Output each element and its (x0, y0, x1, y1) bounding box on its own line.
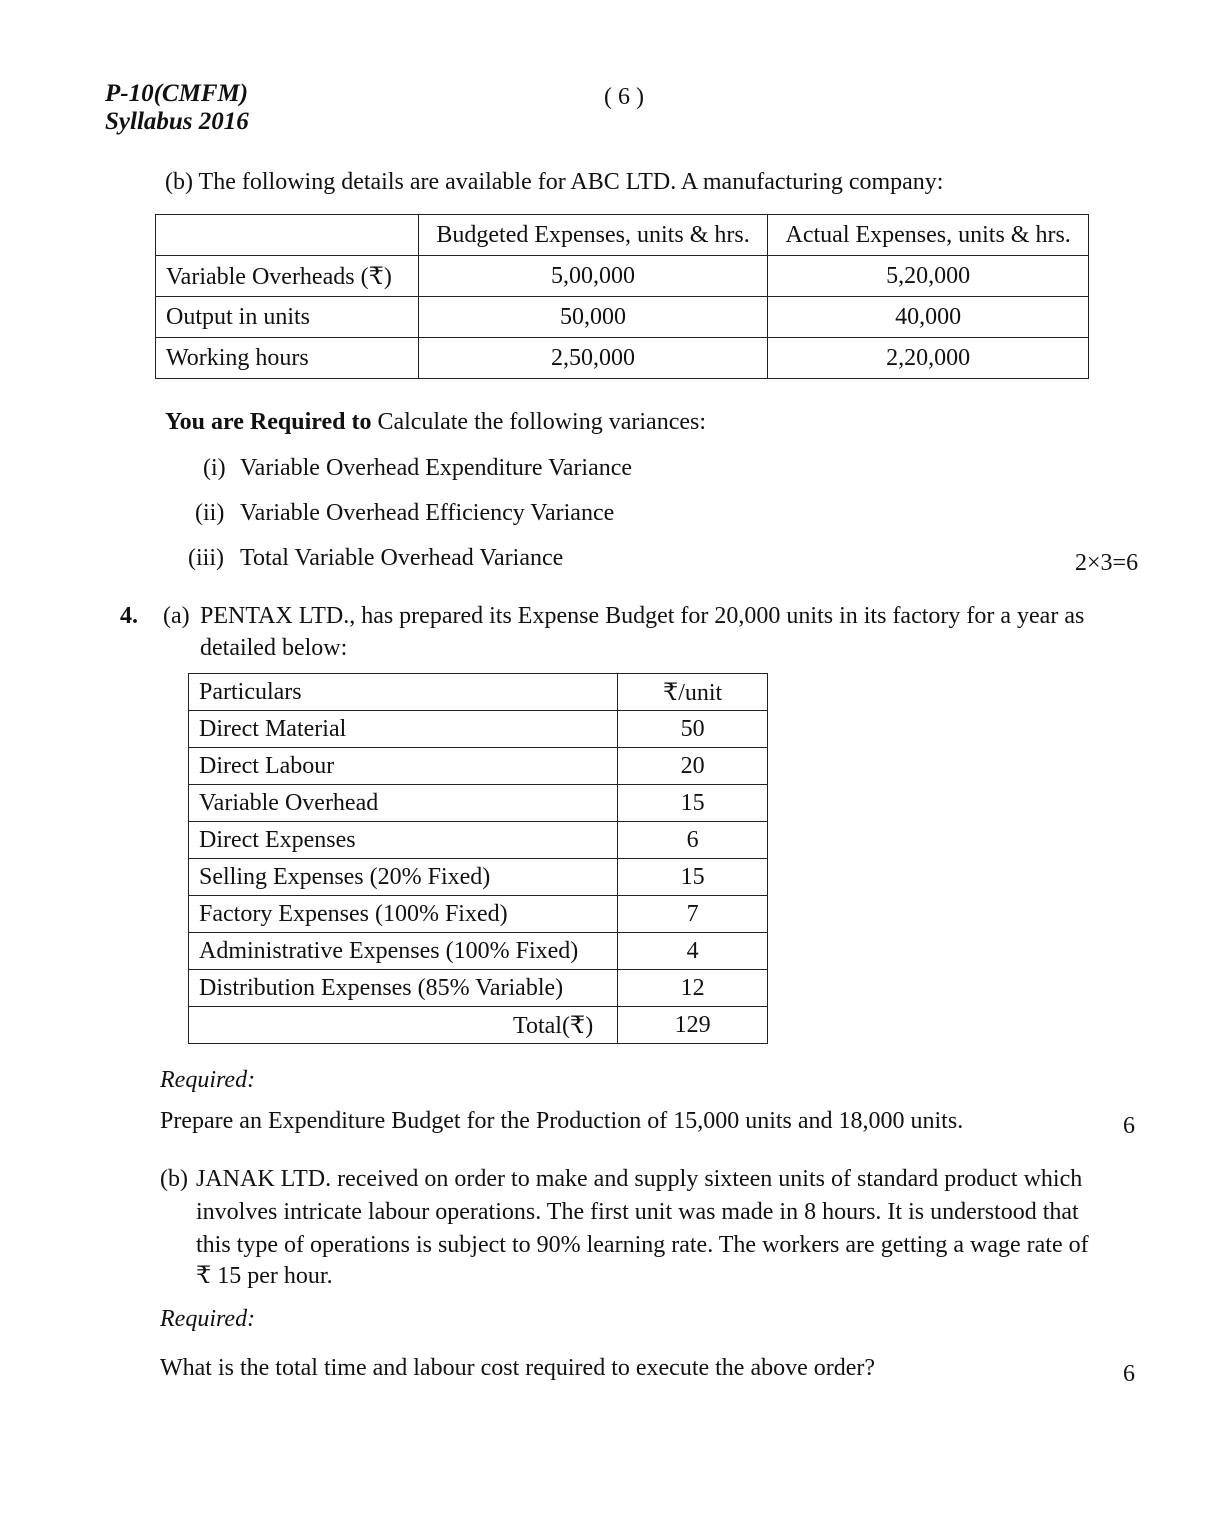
required-bold: You are Required to (165, 409, 372, 435)
table-cell: 2,20,000 (768, 338, 1089, 379)
table-row (189, 859, 768, 896)
table-cell: 50,000 (418, 297, 768, 338)
table-row (156, 256, 1089, 297)
page-number: ( 6 ) (604, 84, 644, 110)
table-row (189, 933, 768, 970)
q4b-line: JANAK LTD. received on order to make and supply sixteen units of standard product which (196, 1166, 1083, 1192)
q4a-required-text: Prepare an Expenditure Budget for the Production of 15,000 units and 18,000 units. (160, 1108, 964, 1134)
table-header-row (156, 215, 1089, 256)
table-cell: 2,50,000 (418, 338, 768, 379)
q3b-item-num: (iii) (188, 545, 224, 571)
q3b-intro: (b) The following details are available for ABC LTD. A manufacturing company: (165, 169, 944, 195)
q3b-item-num: (i) (203, 455, 226, 481)
table-row (189, 785, 768, 822)
q4a-required-label: Required: (160, 1067, 256, 1093)
table-header-cell: ₹/unit (618, 674, 768, 711)
table-cell: 15 (618, 785, 768, 822)
q3b-required (165, 406, 706, 438)
table-row (156, 297, 1089, 338)
q4b-required-label: Required: (160, 1306, 256, 1332)
table-cell: Factory Expenses (100% Fixed) (189, 896, 618, 933)
table-cell: Variable Overheads (₹) (156, 256, 419, 297)
table-cell: 12 (618, 970, 768, 1007)
q3b-marks: 2×3=6 (1075, 550, 1139, 576)
q3b-item-text: Variable Overhead Efficiency Variance (240, 500, 615, 526)
table-header-cell: Particulars (189, 674, 618, 711)
table-cell: Working hours (156, 338, 419, 379)
table-row (189, 822, 768, 859)
required-rest: Calculate the following variances: (371, 409, 706, 435)
table-cell: Direct Material (189, 711, 618, 748)
q3b-item-text: Total Variable Overhead Variance (240, 545, 564, 571)
q4b-line: ₹ 15 per hour. (196, 1263, 333, 1289)
total-value: 129 (618, 1007, 768, 1044)
table-cell: 40,000 (768, 297, 1089, 338)
table-header-cell (156, 215, 419, 256)
table-row (189, 748, 768, 785)
syllabus-label: Syllabus 2016 (105, 108, 249, 135)
table-cell: 6 (618, 822, 768, 859)
q4b-label: (b) (160, 1166, 188, 1192)
table-cell: Variable Overhead (189, 785, 618, 822)
q4a-marks: 6 (1123, 1113, 1135, 1139)
q4a-line-2: detailed below: (200, 635, 348, 661)
q4-number: 4. (120, 603, 138, 629)
table-row (189, 711, 768, 748)
table-cell: 5,20,000 (768, 256, 1089, 297)
table-cell: 50 (618, 711, 768, 748)
q4a-line-1: PENTAX LTD., has prepared its Expense Budget for 20,000 units in its factory for a year as (200, 603, 1085, 629)
paper-code: P-10(CMFM) (105, 80, 249, 107)
q4b-required-text: What is the total time and labour cost required to execute the above order? (160, 1355, 876, 1381)
q3b-item-num: (ii) (195, 500, 225, 526)
table-cell: Administrative Expenses (100% Fixed) (189, 933, 618, 970)
table-header-cell: Actual Expenses, units & hrs. (768, 215, 1089, 256)
q4b-line: involves intricate labour operations. The first unit was made in 8 hours. It is understood that (196, 1199, 1079, 1225)
table-header-row (189, 674, 768, 711)
table-cell: 20 (618, 748, 768, 785)
q4b-marks: 6 (1123, 1361, 1135, 1387)
q4a-label: (a) (163, 603, 190, 629)
table-cell: Distribution Expenses (85% Variable) (189, 970, 618, 1007)
table-total-row (189, 1007, 768, 1044)
table-cell: Selling Expenses (20% Fixed) (189, 859, 618, 896)
table-cell: 5,00,000 (418, 256, 768, 297)
table-cell: 15 (618, 859, 768, 896)
q4b-line: this type of operations is subject to 90% learning rate. The workers are getting a wage rate of (196, 1232, 1089, 1258)
q3b-table (155, 214, 1089, 379)
table-cell: Direct Expenses (189, 822, 618, 859)
q3b-item-text: Variable Overhead Expenditure Variance (240, 455, 633, 481)
table-cell: Output in units (156, 297, 419, 338)
table-row (189, 896, 768, 933)
table-cell: Direct Labour (189, 748, 618, 785)
total-label: Total(₹) (189, 1007, 618, 1044)
table-cell: 4 (618, 933, 768, 970)
q4a-table (188, 673, 768, 1044)
table-header-cell: Budgeted Expenses, units & hrs. (418, 215, 768, 256)
table-row (189, 970, 768, 1007)
table-cell: 7 (618, 896, 768, 933)
table-row (156, 338, 1089, 379)
